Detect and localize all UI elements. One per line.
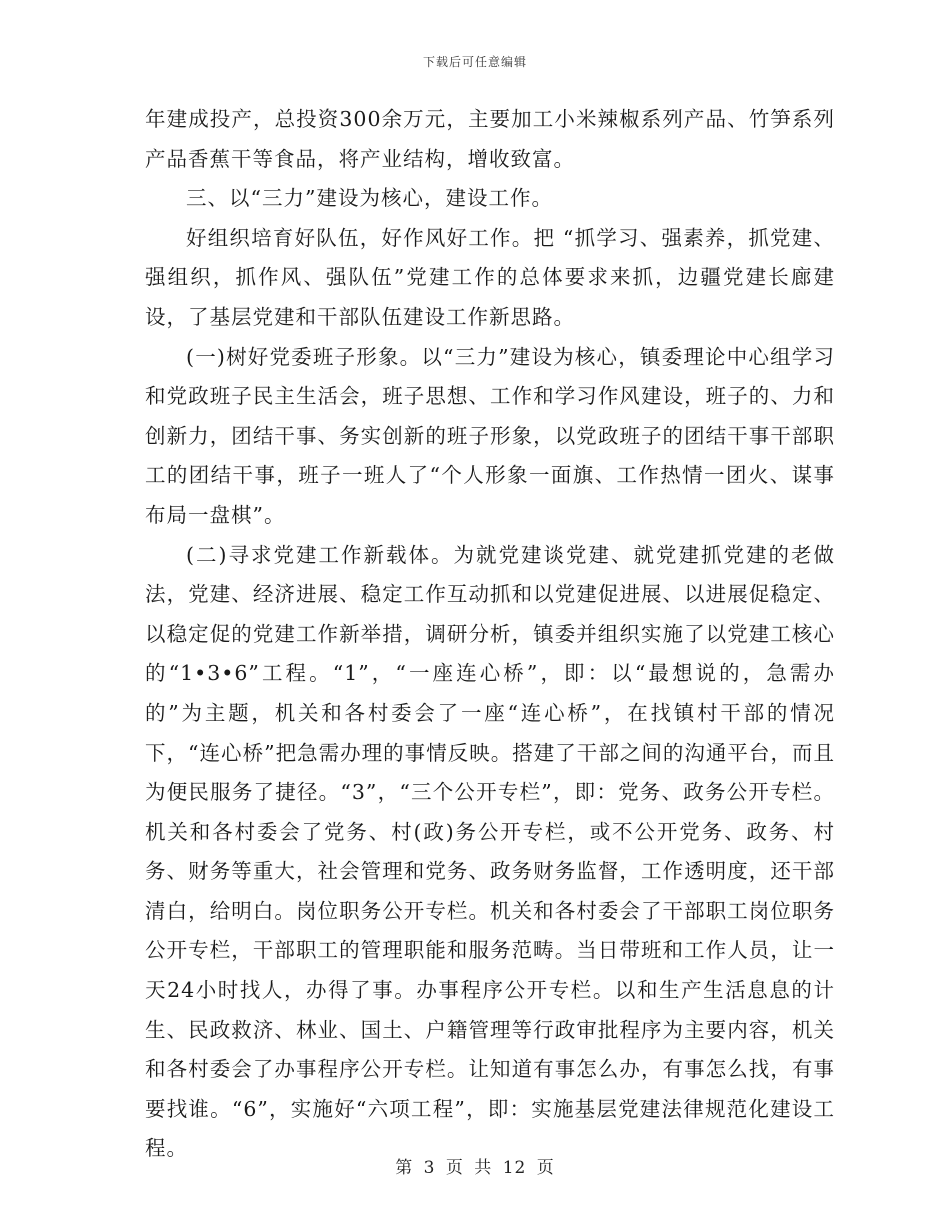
paragraph-intro: 好组织培育好队伍，好作风好工作。把 “抓学习、强素养，抓党建、强组织，抓作风、强队伍”党建工作的总体要求来抓，边疆党建长廊建设，了基层党建和干部队伍建设工作新思路。	[145, 225, 835, 329]
paragraph-subsection-two: (二)寻求党建工作新载体。为就党建谈党建、就党建抓党建的老做法，党建、经济进展、稳定工作互动抓和以党建促进展、以进展促稳定、以稳定促的党建工作新举措，调研分析，镇委并组织实施了以党建工核心的“1•3•6”工程。“1”，“一座连心桥”，即：以“最想说的，急需办的”为主题，机关和各村委会了一座“连心桥”，在找镇村干部的情况下，“连心桥”把急需办理的事情反映。搭建了干部之间的沟通平台，而且为便民服务了捷径。“3”，“三个公开专栏”，即：党务、政务公开专栏。机关和各村委会了党务、村(政)务公开专栏，或不公开党务、政务、村务、财务等重大，社会管理和党务、政务财务监督，工作透明度，还干部清白，给明白。岗位职务公开专栏。机关和各村委会了干部职工岗位职务公开专栏，干部职工的管理职能和服务范畴。当日带班和工作人员，让一天24小时找人，办得了事。办事程序公开专栏。以和生产生活息息的计生、民政救济、林业、国土、户籍管理等行政审批程序为主要内容，机关和各村委会了办事程序公开专栏。让知道有事怎么办，有事怎么找，有事要找谁。“6”，实施好“六项工程”，即：实施基层党建法律规范化建设工程。	[145, 542, 835, 1161]
section-heading: 三、以“三力”建设为核心，建设工作。	[186, 186, 553, 211]
document-body	[145, 100, 835, 1169]
page-header-note: 下载后可任意编辑	[422, 55, 527, 69]
paragraph-subsection-one: (一)树好党委班子形象。以“三力”建设为核心，镇委理论中心组学习和党政班子民主生活会，班子思想、工作和学习作风建设，班子的、力和创新力，团结干事、务实创新的班子形象，以党政班子的团结干事干部职工的团结干事，班子一班人了“个人形象一面旗、工作热情一团火、谋事布局一盘棋”。	[145, 344, 835, 527]
paragraph-continuation: 年建成投产，总投资300余万元，主要加工小米辣椒系列产品、竹笋系列产品香蕉干等食品，将产业结构，增收致富。	[145, 107, 835, 171]
page-number-footer: 第 3 页 共 12 页	[395, 1158, 555, 1178]
